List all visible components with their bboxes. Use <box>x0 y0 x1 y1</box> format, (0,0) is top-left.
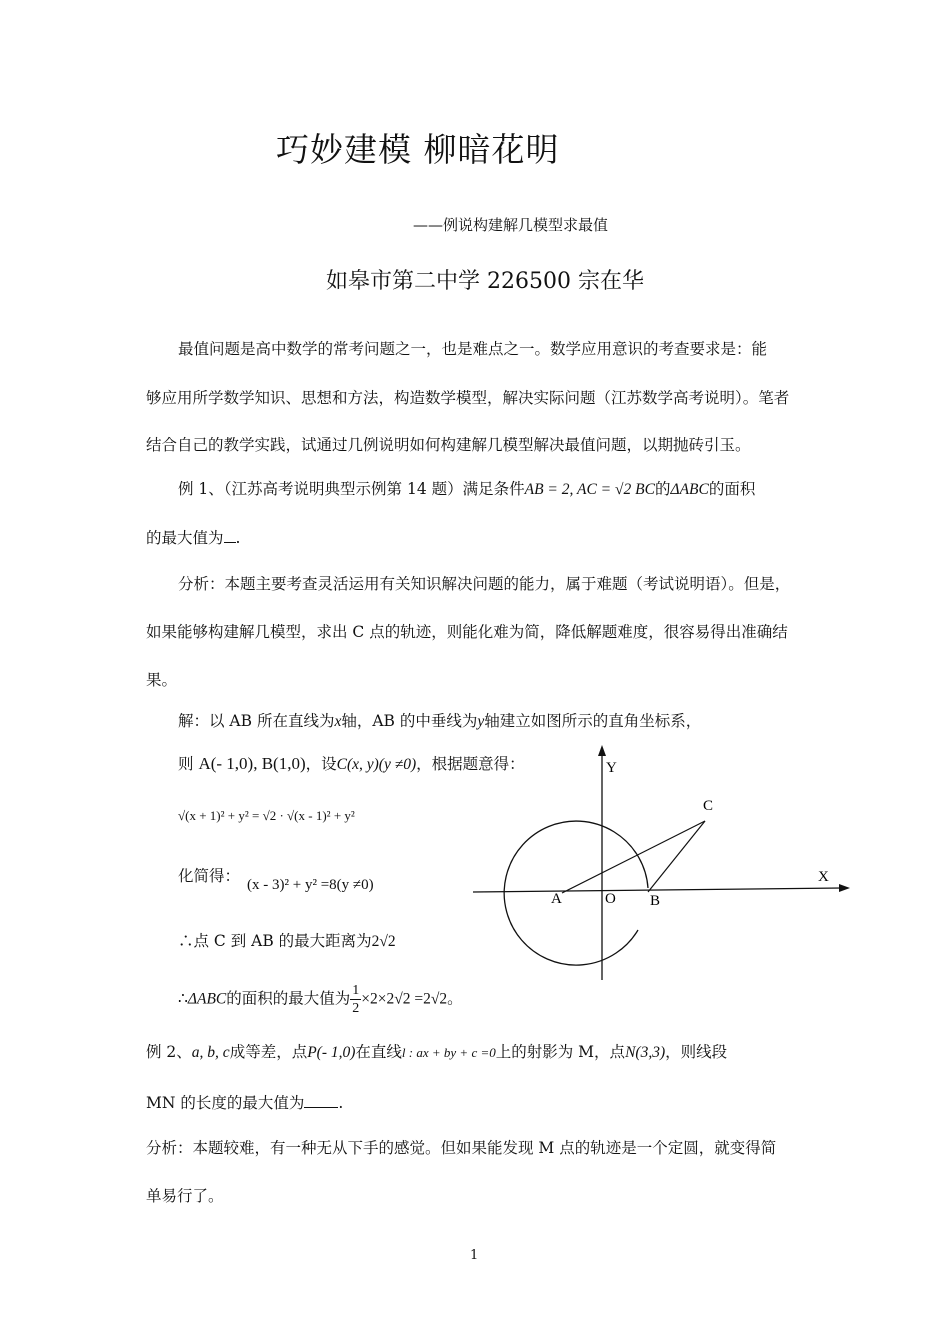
paper-title: 巧妙建模 柳暗花明 <box>276 130 560 169</box>
area-triangle: ΔABC <box>187 990 227 1008</box>
area-text: 的面积的最大值为 <box>226 989 351 1008</box>
example1-mid: 的 <box>654 480 671 498</box>
one-half-fraction <box>350 982 361 1017</box>
author-line: 如皋市第二中学 226500 宗在华 <box>326 269 644 294</box>
fraction-denominator: 2 <box>352 1001 360 1016</box>
example1-prefix: 例 1、（江苏高考说明典型示例第 14 题）满足条件 <box>178 480 525 498</box>
intro-line-1: 最值问题是高中数学的常考问题之一，也是难点之一。数学应用意识的考查要求是：能 <box>178 340 768 358</box>
example1-line2-prefix: 的最大值为 <box>146 529 224 547</box>
solution1-text-c: 轴建立如图所示的直角坐标系， <box>484 712 702 730</box>
analysis1-line-2: 如果能够构建解几模型，求出 C 点的轨迹，则能化难为简，降低解题难度，很容易得出准确结 <box>146 623 788 641</box>
analysis1-line-1: 分析：本题主要考查灵活运用有关知识解决问题的能力，属于难题（考试说明语）。但是， <box>178 575 791 593</box>
max-distance-line <box>178 929 396 951</box>
fraction-numerator: 1 <box>352 983 360 998</box>
example2-text-e: ，则线段 <box>665 1043 728 1061</box>
example2-point-p: P(- 1,0) <box>307 1044 356 1061</box>
area-expression: ×2×2√2 =2√2 <box>361 990 448 1008</box>
max-distance-text: ∴点 C 到 AB 的最大距离为 <box>178 932 372 950</box>
solution1-then: 则 <box>178 755 194 773</box>
x-axis-arrow <box>839 884 850 892</box>
solution1-let: ，设 <box>305 755 337 773</box>
example2-line2-suffix: . <box>338 1094 344 1112</box>
example2-line-l: l : ax + by + c =0 <box>401 1045 496 1060</box>
equation-2: (x - 3)² + y² =8(y ≠0) <box>247 877 374 893</box>
solution1-text-a: 解：以 AB 所在直线为 <box>178 712 335 730</box>
label-a: A <box>551 891 562 907</box>
example2-line-1 <box>146 1040 727 1062</box>
label-b: B <box>650 893 661 909</box>
y-axis-arrow <box>598 745 606 756</box>
example2-line-2 <box>146 1091 343 1113</box>
example2-text-b: 成等差，点 <box>229 1043 308 1061</box>
solution1-text-b: 轴，AB 的中垂线为 <box>341 712 478 730</box>
example1-triangle: ΔABC <box>670 481 709 498</box>
solution1-x-var: x <box>334 713 342 730</box>
coordinate-figure <box>470 740 860 985</box>
example2-text-c: 在直线 <box>355 1043 402 1061</box>
label-x: X <box>818 869 829 885</box>
solution1-line-1 <box>178 709 701 731</box>
example1-suffix: 的面积 <box>708 480 756 498</box>
example1-condition: AB = 2, AC = √2 BC <box>524 481 655 498</box>
solution1-by-problem: ，根据题意得： <box>416 755 525 773</box>
example2-line2-prefix: MN 的长度的最大值为 <box>146 1094 305 1112</box>
example2-point-n: N(3,3) <box>625 1044 666 1061</box>
simplify-label: 化简得： <box>178 867 241 885</box>
example1-line2-suffix: . <box>235 529 241 547</box>
equation-1: √(x + 1)² + y² = √2 · √(x - 1)² + y² <box>178 808 355 823</box>
example1-line-2 <box>146 526 240 548</box>
analysis1-line-3: 果。 <box>146 671 178 689</box>
label-c: C <box>703 798 714 814</box>
max-area-line <box>178 982 463 1017</box>
example1-line-1 <box>178 477 755 499</box>
example2-text-d: 上的射影为 M，点 <box>495 1043 626 1061</box>
page-number: 1 <box>470 1248 479 1263</box>
intro-line-3: 结合自己的教学实践，试通过几例说明如何构建解几模型解决最值问题，以期抛砖引玉。 <box>146 436 751 454</box>
solution1-point-c: C(x, y)(y ≠0) <box>336 756 417 773</box>
analysis2-line-1: 分析：本题较难，有一种无从下手的感觉。但如果能发现 M 点的轨迹是一个定圆，就变得简 <box>146 1139 777 1157</box>
example2-abc: a, b, c <box>191 1044 230 1061</box>
segment-bc <box>648 821 705 892</box>
segment-ac <box>562 821 705 893</box>
therefore-symbol: ∴ <box>178 989 188 1008</box>
answer-blank-2 <box>304 1093 338 1108</box>
solution1-y-var: y <box>477 713 485 730</box>
area-end: 。 <box>447 989 463 1008</box>
solution1-points: A(- 1,0), B(1,0) <box>198 754 306 773</box>
analysis2-line-2: 单易行了。 <box>146 1187 224 1205</box>
locus-circle <box>504 821 648 965</box>
max-distance-value: 2√2 <box>371 933 396 950</box>
example2-label: 例 2、 <box>146 1043 192 1061</box>
answer-blank <box>224 528 236 543</box>
intro-line-2: 够应用所学数学知识、思想和方法，构造数学模型，解决实际问题（江苏数学高考说明）。笔者 <box>146 389 790 407</box>
label-y: Y <box>606 760 617 776</box>
x-axis <box>473 888 842 892</box>
label-o: O <box>605 891 616 907</box>
paper-subtitle: ——例说构建解几模型求最值 <box>413 216 609 234</box>
